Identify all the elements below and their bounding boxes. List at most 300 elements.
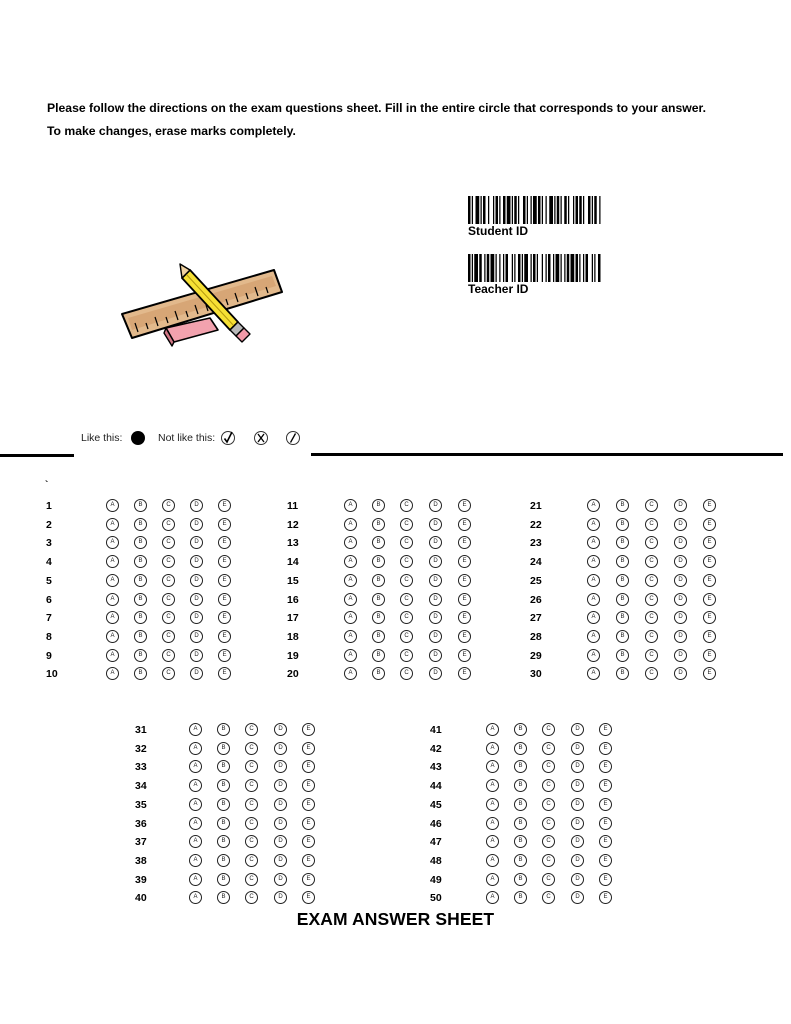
question-number: 45 xyxy=(430,798,442,811)
question-number: 10 xyxy=(46,668,58,681)
answer-bubble-c[interactable]: C xyxy=(542,779,555,792)
answer-bubble-d[interactable]: D xyxy=(674,667,687,680)
answer-bubble-c[interactable]: C xyxy=(400,593,413,606)
answer-bubble-d[interactable]: D xyxy=(274,835,287,848)
answer-bubble-d[interactable]: D xyxy=(674,499,687,512)
answer-bubble-e[interactable]: E xyxy=(703,593,716,606)
answer-bubble-d[interactable]: D xyxy=(571,854,584,867)
answer-bubble-a[interactable]: A xyxy=(189,723,202,736)
barcode-bar xyxy=(476,196,480,224)
answer-bubble-a[interactable]: A xyxy=(486,742,499,755)
answer-bubble-e[interactable]: E xyxy=(302,873,315,886)
answer-bubble-b[interactable]: B xyxy=(217,760,230,773)
answer-bubble-e[interactable]: E xyxy=(703,518,716,531)
answer-bubble-d[interactable]: D xyxy=(274,854,287,867)
answer-bubble-b[interactable]: B xyxy=(514,817,527,830)
answer-bubble-b[interactable]: B xyxy=(616,593,629,606)
answer-bubble-b[interactable]: B xyxy=(372,611,385,624)
instructions-line-2: To make changes, erase marks completely. xyxy=(47,124,296,138)
answer-bubble-d[interactable]: D xyxy=(190,574,203,587)
answer-bubble-d[interactable]: D xyxy=(190,518,203,531)
answer-bubble-b[interactable]: B xyxy=(134,518,147,531)
answer-bubble-c[interactable]: C xyxy=(542,760,555,773)
answer-bubble-c[interactable]: C xyxy=(245,891,258,904)
answer-bubble-c[interactable]: C xyxy=(542,854,555,867)
answer-bubble-d[interactable]: D xyxy=(674,649,687,662)
answer-bubble-b[interactable]: B xyxy=(134,630,147,643)
barcode-bar xyxy=(583,196,584,224)
answer-bubble-b[interactable]: B xyxy=(616,667,629,680)
answer-bubble-e[interactable]: E xyxy=(458,630,471,643)
answer-bubble-d[interactable]: D xyxy=(190,593,203,606)
answer-bubble-a[interactable]: A xyxy=(189,854,202,867)
answer-bubble-b[interactable]: B xyxy=(217,723,230,736)
answer-bubble-b[interactable]: B xyxy=(134,536,147,549)
answer-bubble-e[interactable]: E xyxy=(218,499,231,512)
answer-bubble-d[interactable]: D xyxy=(190,630,203,643)
answer-bubble-d[interactable]: D xyxy=(571,798,584,811)
answer-bubble-b[interactable]: B xyxy=(616,499,629,512)
answer-bubble-d[interactable]: D xyxy=(429,649,442,662)
answer-bubble-d[interactable]: D xyxy=(429,611,442,624)
question-row xyxy=(530,535,725,551)
answer-bubble-a[interactable]: A xyxy=(587,536,600,549)
answer-bubble-c[interactable]: C xyxy=(645,667,658,680)
answer-bubble-c[interactable]: C xyxy=(645,518,658,531)
answer-bubble-e[interactable]: E xyxy=(458,555,471,568)
answer-bubble-d[interactable]: D xyxy=(571,779,584,792)
answer-bubble-a[interactable]: A xyxy=(189,798,202,811)
answer-bubble-e[interactable]: E xyxy=(599,798,612,811)
answer-bubble-a[interactable]: A xyxy=(486,817,499,830)
answer-bubble-e[interactable]: E xyxy=(218,574,231,587)
answer-bubble-c[interactable]: C xyxy=(542,798,555,811)
barcode-bar xyxy=(496,196,499,224)
answer-bubble-e[interactable]: E xyxy=(458,593,471,606)
answer-bubble-d[interactable]: D xyxy=(190,536,203,549)
answer-bubble-d[interactable]: D xyxy=(274,798,287,811)
question-number: 14 xyxy=(287,556,299,569)
question-number: 6 xyxy=(46,593,52,606)
barcode-bar xyxy=(472,254,473,282)
answer-bubble-b[interactable]: B xyxy=(134,667,147,680)
answer-bubble-a[interactable]: A xyxy=(106,499,119,512)
answer-bubble-b[interactable]: B xyxy=(514,798,527,811)
answer-bubble-d[interactable]: D xyxy=(674,630,687,643)
question-number: 20 xyxy=(287,668,299,681)
answer-bubble-c[interactable]: C xyxy=(400,518,413,531)
answer-bubble-a[interactable]: A xyxy=(189,891,202,904)
answer-bubble-b[interactable]: B xyxy=(372,649,385,662)
answer-bubble-c[interactable]: C xyxy=(400,611,413,624)
answer-bubble-b[interactable]: B xyxy=(514,742,527,755)
answer-bubble-a[interactable]: A xyxy=(344,499,357,512)
answer-bubble-c[interactable]: C xyxy=(542,723,555,736)
answer-bubble-e[interactable]: E xyxy=(458,611,471,624)
answer-bubble-a[interactable]: A xyxy=(344,630,357,643)
answer-bubble-e[interactable]: E xyxy=(302,854,315,867)
answer-bubble-c[interactable]: C xyxy=(542,817,555,830)
answer-bubble-a[interactable]: A xyxy=(189,779,202,792)
answer-bubble-a[interactable]: A xyxy=(486,798,499,811)
answer-bubble-a[interactable]: A xyxy=(106,593,119,606)
answer-bubble-e[interactable]: E xyxy=(599,835,612,848)
answer-bubble-e[interactable]: E xyxy=(599,891,612,904)
answer-bubble-a[interactable]: A xyxy=(344,611,357,624)
answer-bubble-b[interactable]: B xyxy=(514,760,527,773)
barcode-bar xyxy=(546,196,547,224)
question-row xyxy=(287,498,480,514)
answer-bubble-d[interactable]: D xyxy=(674,536,687,549)
answer-bubble-a[interactable]: A xyxy=(189,817,202,830)
answer-bubble-a[interactable]: A xyxy=(344,593,357,606)
answer-bubble-e[interactable]: E xyxy=(703,649,716,662)
answer-bubble-d[interactable]: D xyxy=(274,760,287,773)
answer-bubble-e[interactable]: E xyxy=(703,630,716,643)
answer-bubble-c[interactable]: C xyxy=(645,649,658,662)
answer-bubble-a[interactable]: A xyxy=(587,667,600,680)
answer-bubble-b[interactable]: B xyxy=(514,723,527,736)
answer-bubble-b[interactable]: B xyxy=(217,873,230,886)
answer-bubble-a[interactable]: A xyxy=(106,518,119,531)
answer-bubble-b[interactable]: B xyxy=(217,854,230,867)
question-number: 42 xyxy=(430,742,442,755)
question-row xyxy=(135,759,324,775)
answer-bubble-d[interactable]: D xyxy=(429,499,442,512)
answer-bubble-a[interactable]: A xyxy=(486,891,499,904)
answer-bubble-a[interactable]: A xyxy=(486,835,499,848)
answer-bubble-e[interactable]: E xyxy=(703,667,716,680)
answer-bubble-a[interactable]: A xyxy=(189,873,202,886)
question-row xyxy=(287,648,480,664)
answer-bubble-e[interactable]: E xyxy=(599,873,612,886)
answer-bubble-d[interactable]: D xyxy=(571,742,584,755)
answer-bubble-c[interactable]: C xyxy=(400,649,413,662)
answer-bubble-a[interactable]: A xyxy=(587,611,600,624)
answer-bubble-b[interactable]: B xyxy=(514,854,527,867)
answer-bubble-b[interactable]: B xyxy=(372,667,385,680)
answer-bubble-c[interactable]: C xyxy=(162,667,175,680)
answer-bubble-c[interactable]: C xyxy=(400,555,413,568)
answer-bubble-d[interactable]: D xyxy=(274,742,287,755)
answer-bubble-c[interactable]: C xyxy=(645,630,658,643)
answer-bubble-b[interactable]: B xyxy=(514,779,527,792)
answer-bubble-a[interactable]: A xyxy=(344,555,357,568)
answer-bubble-e[interactable]: E xyxy=(218,536,231,549)
answer-bubble-d[interactable]: D xyxy=(429,555,442,568)
answer-bubble-b[interactable]: B xyxy=(134,593,147,606)
question-row xyxy=(287,610,480,626)
answer-bubble-e[interactable]: E xyxy=(599,760,612,773)
x-mark-circle-icon xyxy=(253,430,269,446)
answer-bubble-e[interactable]: E xyxy=(703,611,716,624)
answer-bubble-e[interactable]: E xyxy=(218,630,231,643)
answer-bubble-b[interactable]: B xyxy=(134,555,147,568)
answer-bubble-b[interactable]: B xyxy=(616,518,629,531)
answer-bubble-d[interactable]: D xyxy=(429,518,442,531)
answer-bubble-c[interactable]: C xyxy=(245,779,258,792)
answer-bubble-c[interactable]: C xyxy=(645,555,658,568)
answer-bubble-b[interactable]: B xyxy=(217,742,230,755)
question-number: 13 xyxy=(287,537,299,550)
answer-bubble-a[interactable]: A xyxy=(106,611,119,624)
question-row xyxy=(287,666,480,682)
answer-bubble-e[interactable]: E xyxy=(302,798,315,811)
answer-bubble-c[interactable]: C xyxy=(245,835,258,848)
answer-bubble-c[interactable]: C xyxy=(245,760,258,773)
answer-bubble-b[interactable]: B xyxy=(616,574,629,587)
answer-bubble-c[interactable]: C xyxy=(400,574,413,587)
answer-bubble-c[interactable]: C xyxy=(400,499,413,512)
barcode-bar xyxy=(546,254,547,282)
answer-bubble-e[interactable]: E xyxy=(703,574,716,587)
question-row xyxy=(287,535,480,551)
answer-bubble-b[interactable]: B xyxy=(372,499,385,512)
answer-bubble-e[interactable]: E xyxy=(599,779,612,792)
answer-bubble-e[interactable]: E xyxy=(302,742,315,755)
answer-bubble-c[interactable]: C xyxy=(162,593,175,606)
barcode-bar xyxy=(512,196,513,224)
answer-bubble-c[interactable]: C xyxy=(162,574,175,587)
check-mark-circle-icon xyxy=(220,430,236,446)
answer-bubble-e[interactable]: E xyxy=(703,536,716,549)
answer-bubble-e[interactable]: E xyxy=(302,891,315,904)
question-number: 40 xyxy=(135,892,147,905)
answer-bubble-a[interactable]: A xyxy=(344,649,357,662)
answer-bubble-b[interactable]: B xyxy=(217,798,230,811)
answer-bubble-a[interactable]: A xyxy=(106,555,119,568)
answer-bubble-e[interactable]: E xyxy=(599,817,612,830)
answer-bubble-d[interactable]: D xyxy=(274,779,287,792)
answer-bubble-e[interactable]: E xyxy=(218,555,231,568)
answer-bubble-c[interactable]: C xyxy=(542,873,555,886)
answer-bubble-e[interactable]: E xyxy=(218,593,231,606)
answer-bubble-b[interactable]: B xyxy=(514,891,527,904)
answer-bubble-b[interactable]: B xyxy=(372,536,385,549)
question-row xyxy=(530,610,725,626)
answer-bubble-a[interactable]: A xyxy=(486,723,499,736)
answer-bubble-d[interactable]: D xyxy=(674,611,687,624)
answer-bubble-e[interactable]: E xyxy=(458,499,471,512)
answer-bubble-b[interactable]: B xyxy=(217,835,230,848)
answer-bubble-d[interactable]: D xyxy=(571,835,584,848)
answer-bubble-a[interactable]: A xyxy=(106,536,119,549)
answer-bubble-b[interactable]: B xyxy=(616,555,629,568)
answer-bubble-e[interactable]: E xyxy=(218,611,231,624)
answer-bubble-d[interactable]: D xyxy=(674,574,687,587)
answer-bubble-d[interactable]: D xyxy=(190,611,203,624)
answer-bubble-c[interactable]: C xyxy=(245,798,258,811)
answer-bubble-e[interactable]: E xyxy=(218,518,231,531)
answer-bubble-c[interactable]: C xyxy=(245,817,258,830)
question-number: 15 xyxy=(287,574,299,587)
question-row xyxy=(46,610,240,626)
answer-bubble-c[interactable]: C xyxy=(162,555,175,568)
answer-bubble-c[interactable]: C xyxy=(542,742,555,755)
answer-bubble-b[interactable]: B xyxy=(134,574,147,587)
barcode-bar xyxy=(542,196,543,224)
answer-bubble-c[interactable]: C xyxy=(400,536,413,549)
answer-bubble-e[interactable]: E xyxy=(458,649,471,662)
answer-bubble-c[interactable]: C xyxy=(245,854,258,867)
answer-bubble-b[interactable]: B xyxy=(372,593,385,606)
answer-bubble-b[interactable]: B xyxy=(134,649,147,662)
answer-bubble-a[interactable]: A xyxy=(344,518,357,531)
answer-bubble-e[interactable]: E xyxy=(302,817,315,830)
barcode-bar xyxy=(499,254,500,282)
answer-bubble-d[interactable]: D xyxy=(429,536,442,549)
answer-bubble-e[interactable]: E xyxy=(458,518,471,531)
answer-bubble-c[interactable]: C xyxy=(162,518,175,531)
answer-bubble-c[interactable]: C xyxy=(645,574,658,587)
answer-bubble-a[interactable]: A xyxy=(344,667,357,680)
answer-bubble-a[interactable]: A xyxy=(587,518,600,531)
answer-bubble-a[interactable]: A xyxy=(587,593,600,606)
answer-bubble-d[interactable]: D xyxy=(429,667,442,680)
answer-bubble-c[interactable]: C xyxy=(542,891,555,904)
answer-bubble-c[interactable]: C xyxy=(645,499,658,512)
student-barcode-icon xyxy=(468,196,658,224)
answer-bubble-c[interactable]: C xyxy=(400,667,413,680)
stray-mark: ` xyxy=(45,480,49,491)
answer-bubble-a[interactable]: A xyxy=(189,835,202,848)
answer-bubble-d[interactable]: D xyxy=(571,723,584,736)
answer-bubble-a[interactable]: A xyxy=(189,760,202,773)
answer-bubble-c[interactable]: C xyxy=(542,835,555,848)
answer-bubble-e[interactable]: E xyxy=(218,667,231,680)
answer-bubble-d[interactable]: D xyxy=(429,574,442,587)
question-number: 5 xyxy=(46,574,52,587)
question-number: 22 xyxy=(530,518,542,531)
barcode-bar xyxy=(503,254,504,282)
answer-bubble-a[interactable]: A xyxy=(587,649,600,662)
answer-bubble-a[interactable]: A xyxy=(587,574,600,587)
answer-bubble-d[interactable]: D xyxy=(571,891,584,904)
answer-bubble-e[interactable]: E xyxy=(218,649,231,662)
answer-bubble-d[interactable]: D xyxy=(429,593,442,606)
answer-bubble-e[interactable]: E xyxy=(703,555,716,568)
answer-bubble-e[interactable]: E xyxy=(458,667,471,680)
answer-bubble-a[interactable]: A xyxy=(486,779,499,792)
answer-bubble-c[interactable]: C xyxy=(162,499,175,512)
barcode-bar xyxy=(594,196,597,224)
answer-bubble-e[interactable]: E xyxy=(302,835,315,848)
barcode-bar xyxy=(531,254,532,282)
answer-bubble-e[interactable]: E xyxy=(599,854,612,867)
answer-bubble-d[interactable]: D xyxy=(274,891,287,904)
question-number: 46 xyxy=(430,817,442,830)
question-row xyxy=(46,648,240,664)
answer-bubble-e[interactable]: E xyxy=(458,574,471,587)
answer-bubble-b[interactable]: B xyxy=(616,630,629,643)
question-row xyxy=(135,834,324,850)
question-number: 3 xyxy=(46,537,52,550)
answer-bubble-d[interactable]: D xyxy=(429,630,442,643)
answer-bubble-d[interactable]: D xyxy=(674,555,687,568)
answer-bubble-b[interactable]: B xyxy=(217,891,230,904)
answer-bubble-c[interactable]: C xyxy=(400,630,413,643)
answer-bubble-e[interactable]: E xyxy=(302,723,315,736)
answer-bubble-b[interactable]: B xyxy=(372,574,385,587)
question-row xyxy=(46,666,240,682)
question-number: 50 xyxy=(430,892,442,905)
answer-bubble-d[interactable]: D xyxy=(674,593,687,606)
answer-bubble-e[interactable]: E xyxy=(458,536,471,549)
answer-bubble-c[interactable]: C xyxy=(645,593,658,606)
answer-bubble-d[interactable]: D xyxy=(274,873,287,886)
answer-bubble-d[interactable]: D xyxy=(190,667,203,680)
answer-bubble-d[interactable]: D xyxy=(571,760,584,773)
answer-bubble-c[interactable]: C xyxy=(645,536,658,549)
answer-bubble-e[interactable]: E xyxy=(599,742,612,755)
answer-bubble-b[interactable]: B xyxy=(217,817,230,830)
answer-bubble-e[interactable]: E xyxy=(599,723,612,736)
answer-bubble-d[interactable]: D xyxy=(274,723,287,736)
answer-bubble-c[interactable]: C xyxy=(245,873,258,886)
answer-bubble-a[interactable]: A xyxy=(106,630,119,643)
answer-bubble-b[interactable]: B xyxy=(217,779,230,792)
answer-bubble-d[interactable]: D xyxy=(571,817,584,830)
answer-bubble-d[interactable]: D xyxy=(674,518,687,531)
question-row xyxy=(135,797,324,813)
answer-bubble-b[interactable]: B xyxy=(616,649,629,662)
answer-bubble-a[interactable]: A xyxy=(189,742,202,755)
answer-bubble-b[interactable]: B xyxy=(616,611,629,624)
answer-bubble-c[interactable]: C xyxy=(162,536,175,549)
answer-bubble-a[interactable]: A xyxy=(344,536,357,549)
answer-bubble-c[interactable]: C xyxy=(245,742,258,755)
answer-bubble-d[interactable]: D xyxy=(190,555,203,568)
answer-bubble-b[interactable]: B xyxy=(134,499,147,512)
answer-bubble-c[interactable]: C xyxy=(162,649,175,662)
answer-bubble-a[interactable]: A xyxy=(486,854,499,867)
answer-bubble-e[interactable]: E xyxy=(302,760,315,773)
answer-bubble-b[interactable]: B xyxy=(514,835,527,848)
answer-bubble-b[interactable]: B xyxy=(616,536,629,549)
answer-bubble-d[interactable]: D xyxy=(190,499,203,512)
answer-bubble-a[interactable]: A xyxy=(106,574,119,587)
answer-bubble-c[interactable]: C xyxy=(645,611,658,624)
answer-bubble-c[interactable]: C xyxy=(162,630,175,643)
answer-bubble-b[interactable]: B xyxy=(134,611,147,624)
answer-bubble-b[interactable]: B xyxy=(372,555,385,568)
answer-bubble-d[interactable]: D xyxy=(274,817,287,830)
answer-bubble-e[interactable]: E xyxy=(302,779,315,792)
answer-bubble-b[interactable]: B xyxy=(372,630,385,643)
answer-bubble-a[interactable]: A xyxy=(106,649,119,662)
answer-bubble-e[interactable]: E xyxy=(703,499,716,512)
question-row xyxy=(530,592,725,608)
answer-bubble-a[interactable]: A xyxy=(106,667,119,680)
answer-bubble-a[interactable]: A xyxy=(587,499,600,512)
answer-bubble-d[interactable]: D xyxy=(571,873,584,886)
barcode-bar xyxy=(507,196,511,224)
answer-bubble-c[interactable]: C xyxy=(162,611,175,624)
answer-bubble-a[interactable]: A xyxy=(587,555,600,568)
answer-bubble-a[interactable]: A xyxy=(486,760,499,773)
student-id-barcode xyxy=(468,196,658,238)
answer-bubble-d[interactable]: D xyxy=(190,649,203,662)
answer-bubble-b[interactable]: B xyxy=(372,518,385,531)
answer-bubble-c[interactable]: C xyxy=(245,723,258,736)
answer-bubble-a[interactable]: A xyxy=(587,630,600,643)
not-like-this-label: Not like this: xyxy=(158,432,216,444)
answer-bubble-a[interactable]: A xyxy=(344,574,357,587)
question-number: 19 xyxy=(287,649,299,662)
answer-bubble-a[interactable]: A xyxy=(486,873,499,886)
answer-bubble-b[interactable]: B xyxy=(514,873,527,886)
barcode-bar xyxy=(468,196,471,224)
